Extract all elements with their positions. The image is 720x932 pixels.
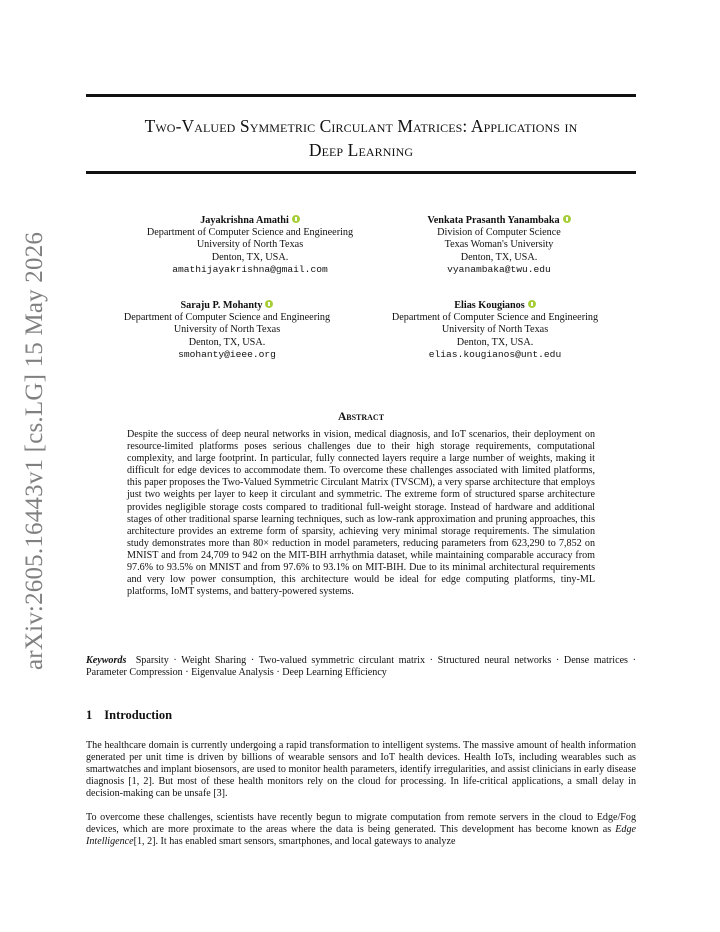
title-line-1: Two-Valued Symmetric Circulant Matrices: Applications in bbox=[144, 116, 578, 136]
author-university: University of North Texas bbox=[173, 324, 281, 336]
author-location: Denton, TX, USA. bbox=[456, 336, 534, 348]
title-line-2: Deep Learning bbox=[308, 140, 414, 160]
orcid-icon[interactable] bbox=[265, 300, 273, 308]
orcid-icon[interactable] bbox=[528, 300, 536, 308]
author-name: Elias Kougianos bbox=[454, 300, 525, 311]
keywords-label: Keywords bbox=[86, 655, 127, 666]
section-title: Introduction bbox=[104, 708, 173, 722]
author-email[interactable]: vyanambaka@twu.edu bbox=[447, 263, 551, 275]
abstract-text: Despite the success of deep neural networks in vision, medical diagnosis, and IoT scenarios, their deployment on resource-limited platforms poses serious challenges due to their high storage requirements, computational complexity, and large footprint. In particular, fully connected layers require a large number of weights, making it difficult for edge devices to accommodate them. To overcome these challenges associated with limited platforms, this paper proposes the Two-Valued Symmetric Circulant Matrix (TVSCM), a very sparse architecture that employs just two weights per layer to keep it circulant and symmetric. The extreme form of structured sparse architecture provides negligible storage costs compared to traditional full-weight storage. Instead of hardware and additional stages of other traditional sparse learning techniques, such as low-rank approximation and pruning approaches, this architecture provides an extreme form of sparsity, achieving very minimal storage requirements. The simulation study demonstrates more than 80× reduction in model parameters, reducing parameters from 623,290 to 7,852 on MNIST and from 24,709 to 942 on the MIT-BIH arrhythmia dataset, while maintaining comparable accuracy from 97.6% to 93.5% on MNIST and from 97.6% to 93.1% on MIT-BIH. Due to its minimal architectural requirements and very low power consumption, this architecture would be ideal for edge computing platforms, tiny-ML platforms, IoMT systems, and battery-powered systems. bbox=[127, 429, 595, 598]
author-block-2 bbox=[359, 215, 639, 276]
author-department: Department of Computer Science and Engineering bbox=[123, 312, 331, 324]
keywords-list: Sparsity · Weight Sharing · Two-valued symmetric circulant matrix · Structured neural networks · Dense matrices · Parameter Compression · Eigenvalue Analysis · Deep Learning Efficiency bbox=[86, 655, 636, 679]
section-number: 1 bbox=[86, 708, 93, 722]
author-university: University of North Texas bbox=[441, 324, 549, 336]
author-location: Denton, TX, USA. bbox=[460, 251, 538, 263]
arxiv-identifier-stamp: arXiv:2605.16443v1 [cs.LG] 15 May 2026 bbox=[21, 231, 48, 670]
author-university: Texas Woman's University bbox=[444, 239, 554, 251]
author-email[interactable]: amathijayakrishna@gmail.com bbox=[172, 263, 328, 275]
section-heading-introduction bbox=[86, 708, 172, 723]
author-block-3 bbox=[87, 300, 367, 361]
title-top-rule bbox=[86, 94, 636, 97]
author-department: Department of Computer Science and Engineering bbox=[146, 227, 354, 239]
author-department: Department of Computer Science and Engineering bbox=[391, 312, 599, 324]
author-block-1 bbox=[110, 215, 390, 276]
keywords-block bbox=[86, 655, 636, 679]
author-block-4 bbox=[355, 300, 635, 361]
para2-emphasis: Edge Intelligence bbox=[86, 824, 636, 848]
orcid-icon[interactable] bbox=[563, 215, 571, 223]
author-name: Venkata Prasanth Yanambaka bbox=[427, 215, 560, 226]
author-university: University of North Texas bbox=[196, 239, 304, 251]
author-email[interactable]: smohanty@ieee.org bbox=[178, 348, 276, 360]
intro-paragraph-1: The healthcare domain is currently undergoing a rapid transformation to intelligent systems. The massive amount of health information generated per unit time is driven by billions of wearable sensors and IoT health devices. Health IoTs, including wearables such as smartwatches and implant biosensors, are used to monitor health parameters, identify irregularities, and assist clinicians in early disease diagnosis [1, 2]. But most of these health monitors rely on the cloud for processing. In life-critical applications, a small delay in decision-making can be unsafe [3]. bbox=[86, 740, 636, 800]
author-location: Denton, TX, USA. bbox=[188, 336, 266, 348]
paper-title bbox=[86, 114, 636, 162]
author-location: Denton, TX, USA. bbox=[211, 251, 289, 263]
abstract-heading: Abstract bbox=[337, 411, 385, 423]
author-email[interactable]: elias.kougianos@unt.edu bbox=[428, 348, 562, 360]
author-name: Saraju P. Mohanty bbox=[180, 300, 263, 311]
orcid-icon[interactable] bbox=[292, 215, 300, 223]
intro-paragraph-2 bbox=[86, 812, 636, 848]
para2-text-a: To overcome these challenges, scientists have recently begun to migrate computation from remote servers in the cloud to Edge/Fog devices, which are more proximate to the areas where the data is being generated. This development has become known as bbox=[86, 812, 636, 836]
author-department: Division of Computer Science bbox=[437, 227, 561, 239]
title-bottom-rule bbox=[86, 171, 636, 174]
para2-text-b: [1, 2]. It has enabled smart sensors, smartphones, and local gateways to analyze bbox=[133, 836, 456, 848]
author-name: Jayakrishna Amathi bbox=[200, 215, 289, 226]
